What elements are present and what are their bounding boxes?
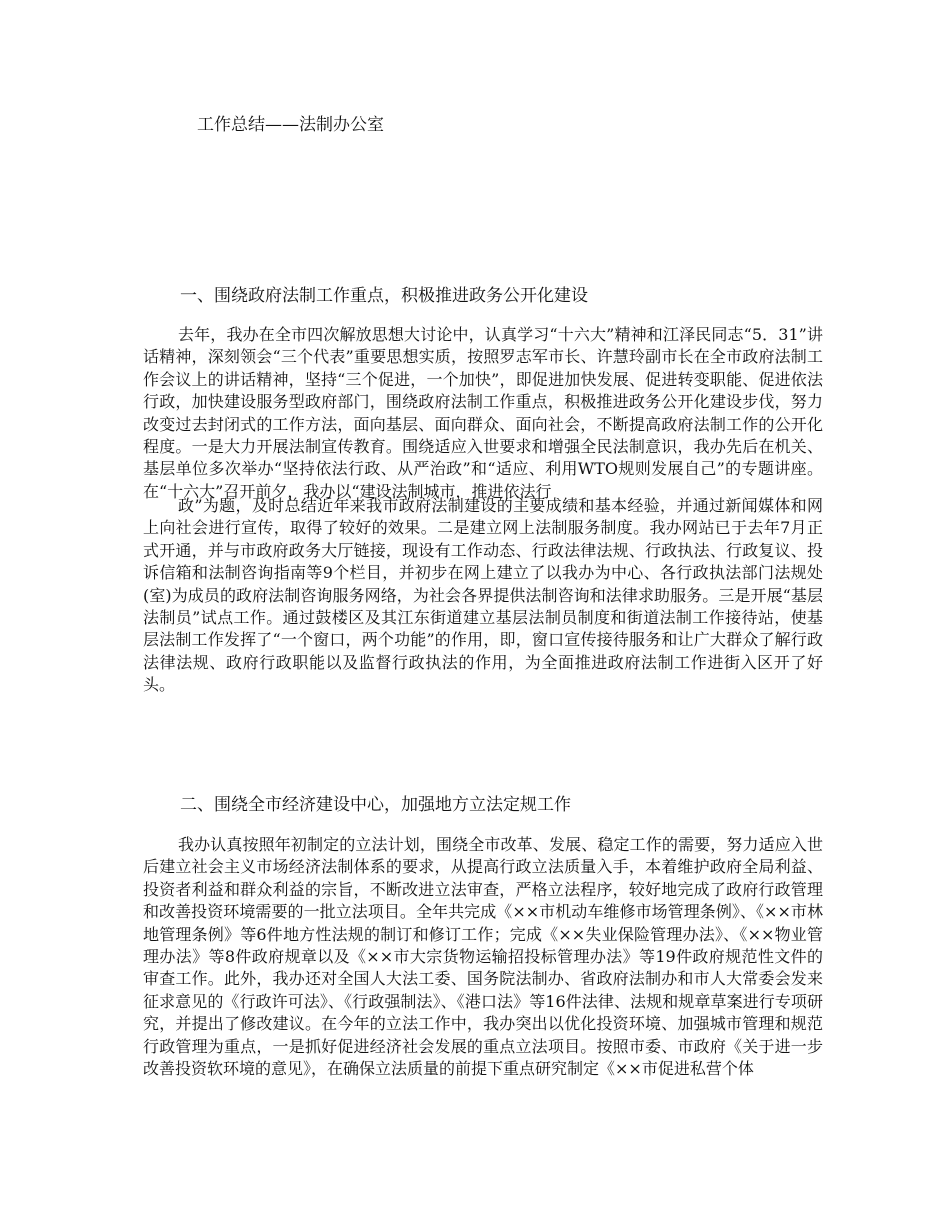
section-heading-2: 二、围绕全市经济建设中心，加强地方立法定规工作 — [180, 795, 571, 815]
document-title: 工作总结——法制办公室 — [197, 115, 384, 135]
section-1-paragraph-1: 去年，我办在全市四次解放思想大讨论中，认真学习“十六大”精神和江泽民同志“5．31”讲话精神，深刻领会“三个代表”重要思想实质，按照罗志军市长、许慧玲副市长在全市政府法制工作会议上的讲话精神，坚持“三个促进，一个加快”，即促进加快发展、促进转变职能、促进依法行政，加快建设服务型政府部门，围绕政府法制工作重点，积极推进政务公开化建设步伐，努力改变过去封闭式的工作方法，面向基层、面向群众、面向社会，不断提高政府法制工作的公开化程度。一是大力开展法制宣传教育。围绕适应入世要求和增强全民法制意识，我办先后在机关、基层单位多次举办“坚持依法行政、从严治政”和“适应、利用WTO规则发展自己”的专题讲座。在“十六大”召开前夕，我办以“建设法制城市，推进依法行 — [143, 325, 823, 501]
section-2-paragraph-1: 我办认真按照年初制定的立法计划，围绕全市改革、发展、稳定工作的需要，努力适应入世后建立社会主义市场经济法制体系的要求，从提高行政立法质量入手，本着维护政府全局利益、投资者利益和群众利益的宗旨，不断改进立法审查，严格立法程序，较好地完成了政府行政管理和改善投资环境需要的一批立法项目。全年共完成《××市机动车维修市场管理条例》、《××市林地管理条例》等6件地方性法规的制订和修订工作；完成《××失业保险管理办法》、《××物业管理办法》等8件政府规章以及《××市大宗货物运输招投标管理办法》等19件政府规范性文件的审查工作。此外，我办还对全国人大法工委、国务院法制办、省政府法制办和市人大常委会发来征求意见的《行政许可法》、《行政强制法》、《港口法》等16件法律、法规和规章草案进行专项研究，并提出了修改建议。在今年的立法工作中，我办突出以优化投资环境、加强城市管理和规范行政管理为重点，一是抓好促进经济社会发展的重点立法项目。按照市委、市政府《关于进一步改善投资软环境的意见》，在确保立法质量的前提下重点研究制定《××市促进私营个体 — [143, 835, 823, 1079]
section-1-paragraph-2: 政”为题，及时总结近年来我市政府法制建设的主要成绩和基本经验，并通过新闻媒体和网上向社会进行宣传，取得了较好的效果。二是建立网上法制服务制度。我办网站已于去年7月正式开通，并与市政府政务大厅链接，现设有工作动态、行政法律法规、行政执法、行政复议、投诉信箱和法制咨询指南等9个栏目，并初步在网上建立了以我办为中心、各行政执法部门法规处(室)为成员的政府法制咨询服务网络，为社会各界提供法制咨询和法律求助服务。三是开展“基层法制员”试点工作。通过鼓楼区及其江东街道建立基层法制员制度和街道法制工作接待站，使基层法制工作发挥了“一个窗口，两个功能”的作用，即，窗口宣传接待服务和让广大群众了解行政法律法规、政府行政职能以及监督行政执法的作用，为全面推进政府法制工作进街入区开了好头。 — [143, 496, 823, 695]
section-heading-1: 一、围绕政府法制工作重点，积极推进政务公开化建设 — [180, 286, 588, 306]
